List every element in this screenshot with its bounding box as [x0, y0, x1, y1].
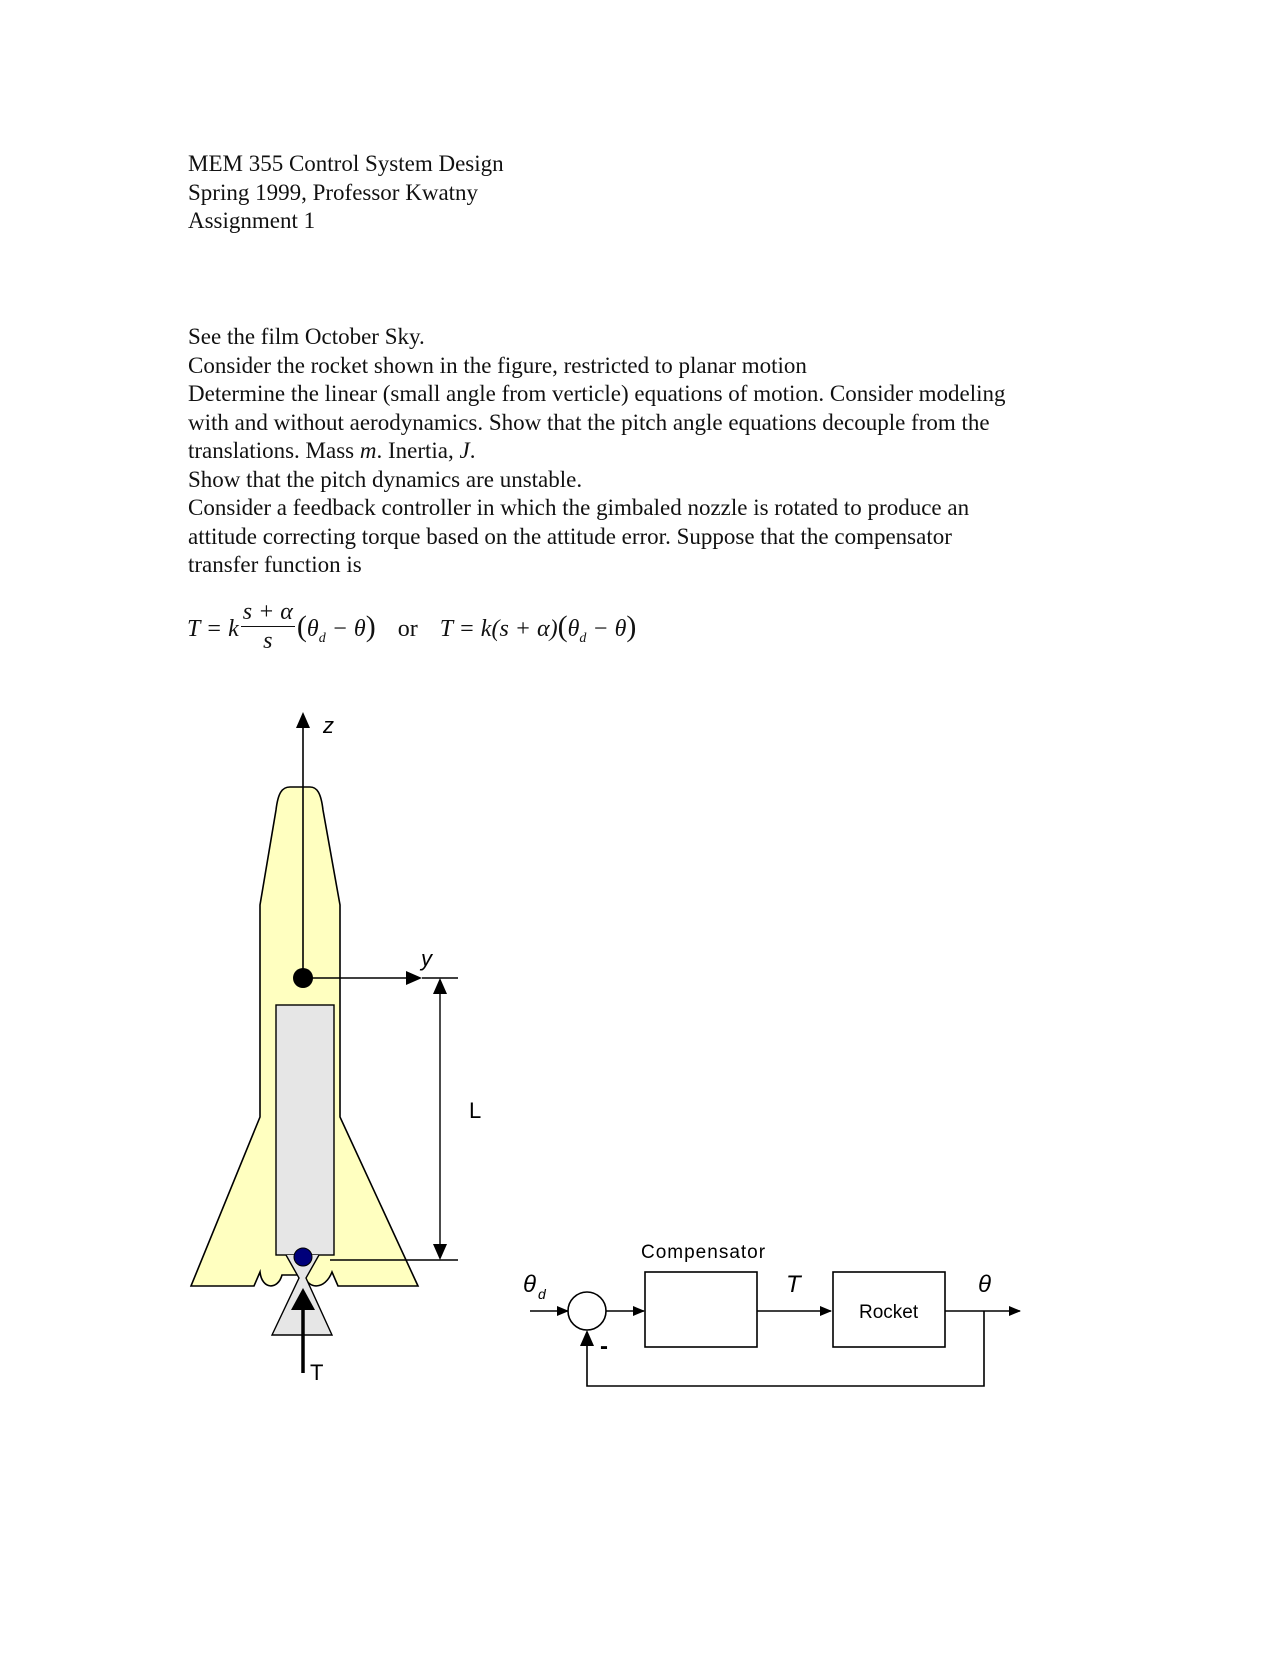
eq-theta: θ: [567, 616, 580, 643]
text-fragment: translations. Mass: [188, 438, 360, 463]
eq-or: or: [397, 616, 418, 643]
text-line: Determine the linear (small angle from verticle) equations of motion. Consider modeling: [188, 381, 1006, 406]
text-line: See the film October Sky.: [188, 324, 425, 349]
y-axis-label: y: [421, 946, 432, 971]
summing-junction: [568, 1292, 606, 1330]
eq-lhs-2: T = k(s + α): [439, 616, 558, 643]
motor-casing: [276, 1005, 334, 1255]
y-arrowhead: [406, 971, 422, 985]
z-axis-label: z: [323, 713, 334, 738]
input-theta-subscript: d: [538, 1286, 546, 1302]
text-line: Consider a feedback controller in which the gimbaled nozzle is rotated to produce an: [188, 495, 970, 520]
text-line: Consider the rocket shown in the figure, restricted to planar motion: [188, 352, 807, 378]
L-arrowhead-bottom: [433, 1244, 447, 1260]
output-theta-label: θ: [978, 1271, 992, 1298]
eq-numerator: s + α: [242, 599, 293, 625]
assignment-title: Assignment 1: [188, 208, 316, 233]
L-arrowhead-top: [433, 978, 447, 994]
eq-lhs: T = k: [187, 616, 239, 643]
minus-sign: -: [600, 1333, 608, 1360]
feedback-arrowhead: [580, 1330, 594, 1346]
feedback-block-diagram: [523, 1242, 1020, 1386]
rocket-block-label: Rocket: [859, 1302, 919, 1323]
nozzle-pivot-ball: [294, 1248, 312, 1266]
text-fragment: . Inertia,: [376, 438, 460, 463]
inertia-symbol: J: [459, 438, 470, 463]
eq-term: − θ: [586, 616, 627, 643]
eq-term: − θ: [325, 616, 366, 643]
mass-symbol: m: [359, 438, 377, 463]
L-label: L: [469, 1098, 482, 1123]
term-professor: Spring 1999, Professor Kwatny: [188, 179, 479, 205]
text-line: transfer function is: [188, 552, 362, 577]
rocket-figure: [191, 712, 481, 1385]
text-line: attitude correcting torque based on the attitude error. Suppose that the compensator: [188, 523, 952, 549]
text-line: with and without aerodynamics. Show that the pitch angle equations decouple from the: [188, 409, 990, 435]
text-line: Show that the pitch dynamics are unstable.: [188, 466, 583, 492]
eq-subscript: d: [579, 631, 587, 647]
compensator-block: [645, 1272, 757, 1347]
eq-paren: (: [296, 610, 307, 644]
eq-denominator: s: [263, 628, 273, 654]
eq-subscript: d: [318, 631, 326, 647]
compensator-label: Compensator: [641, 1242, 767, 1263]
input-theta-label: θ: [523, 1271, 537, 1298]
z-arrowhead: [296, 712, 310, 728]
thrust-label: T: [310, 1360, 324, 1385]
eq-paren: ): [626, 610, 637, 644]
torque-label: T: [786, 1271, 801, 1298]
course-title: MEM 355 Control System Design: [188, 151, 504, 176]
text-fragment: .: [469, 438, 476, 463]
eq-paren: ): [365, 610, 376, 644]
eq-paren: (: [557, 610, 568, 644]
eq-theta: θ: [306, 616, 319, 643]
